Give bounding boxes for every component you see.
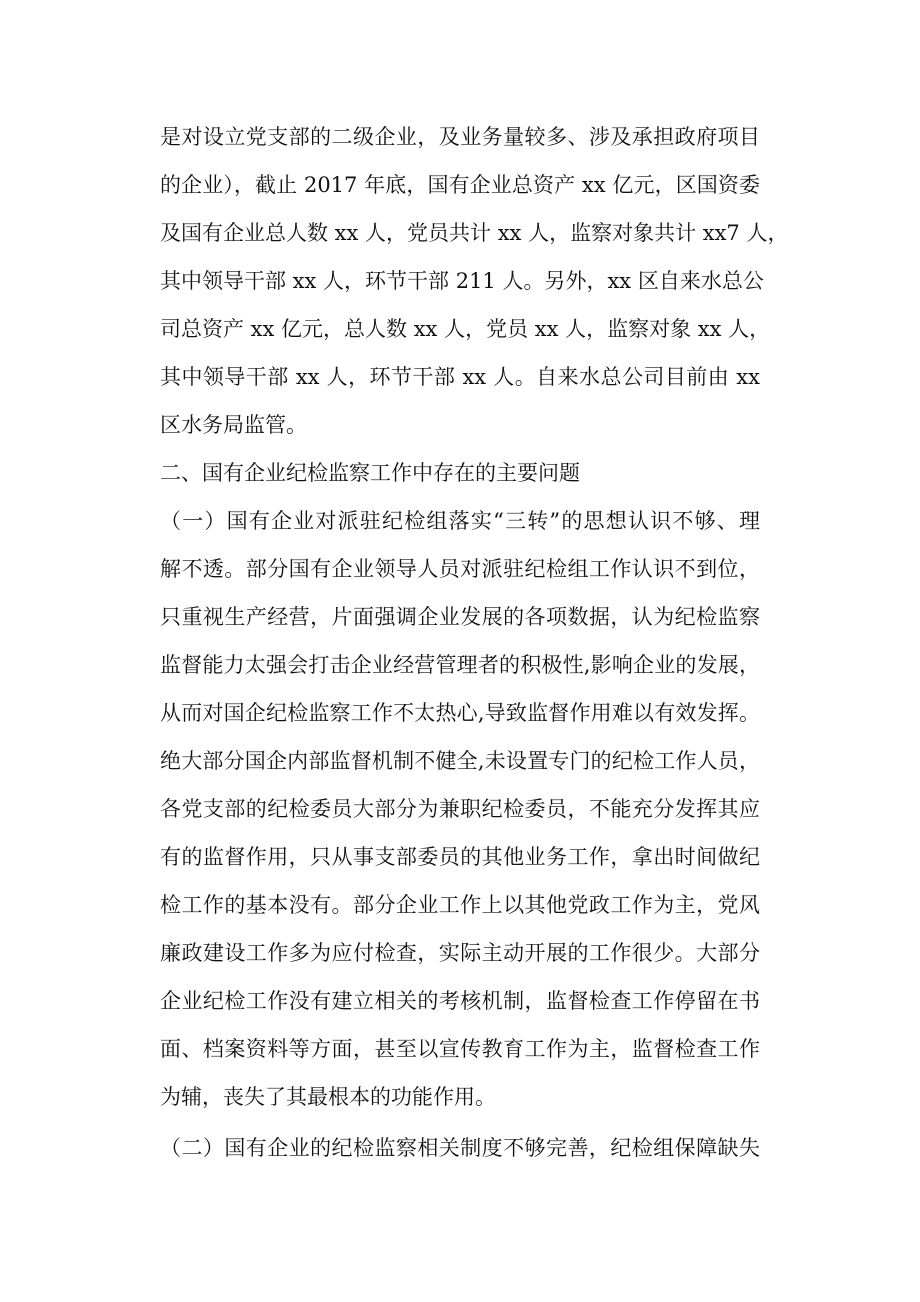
text-line: 企业纪检工作没有建立相关的考核机制，监督检查工作停留在书 — [160, 989, 760, 1013]
text-line: 只重视生产经营，片面强调企业发展的各项数据，认为纪检监察 — [160, 605, 760, 629]
text-line: 其中领导干部 xx 人，环节干部 211 人。另外，xx 区自来水总公 — [160, 269, 764, 293]
text-line: 为辅，丧失了其最根本的功能作用。 — [160, 1085, 496, 1109]
text-line: 有的监督作用，只从事支部委员的其他业务工作，拿出时间做纪 — [160, 845, 760, 869]
text-line: 区水务局监管。 — [160, 413, 307, 437]
text-line: 面、档案资料等方面，甚至以宣传教育工作为主，监督检查工作 — [160, 1037, 760, 1061]
text-line: 解不透。部分国有企业领导人员对派驻纪检组工作认识不到位， — [160, 557, 760, 581]
text-line: 监督能力太强会打击企业经营管理者的积极性,影响企业的发展， — [160, 653, 760, 677]
subsection-line: （二）国有企业的纪检监察相关制度不够完善，纪检组保障缺失 — [160, 1136, 760, 1160]
text-line: 检工作的基本没有。部分企业工作上以其他党政工作为主，党风 — [160, 893, 760, 917]
text-line: 其中领导干部 xx 人，环节干部 xx 人。自来水总公司目前由 xx — [160, 365, 760, 389]
text-line: 的企业），截止 2017 年底，国有企业总资产 xx 亿元，区国资委 — [160, 173, 760, 197]
text-line: 廉政建设工作多为应付检查，实际主动开展的工作很少。大部分 — [160, 941, 760, 965]
subsection-line: （一）国有企业对派驻纪检组落实“三转”的思想认识不够、理 — [160, 509, 760, 533]
text-line: 各党支部的纪检委员大部分为兼职纪检委员，不能充分发挥其应 — [160, 797, 760, 821]
text-line: 及国有企业总人数 xx 人，党员共计 xx 人，监察对象共计 xx7 人， — [160, 221, 789, 245]
text-line: 绝大部分国企内部监督机制不健全,未设置专门的纪检工作人员， — [160, 749, 760, 773]
text-line: 从而对国企纪检监察工作不太热心,导致监督作用难以有效发挥。 — [160, 701, 760, 725]
section-heading: 二、国有企业纪检监察工作中存在的主要问题 — [160, 461, 580, 485]
text-line: 司总资产 xx 亿元，总人数 xx 人，党员 xx 人，监察对象 xx 人， — [160, 317, 771, 341]
text-line: 是对设立党支部的二级企业，及业务量较多、涉及承担政府项目 — [160, 125, 760, 149]
